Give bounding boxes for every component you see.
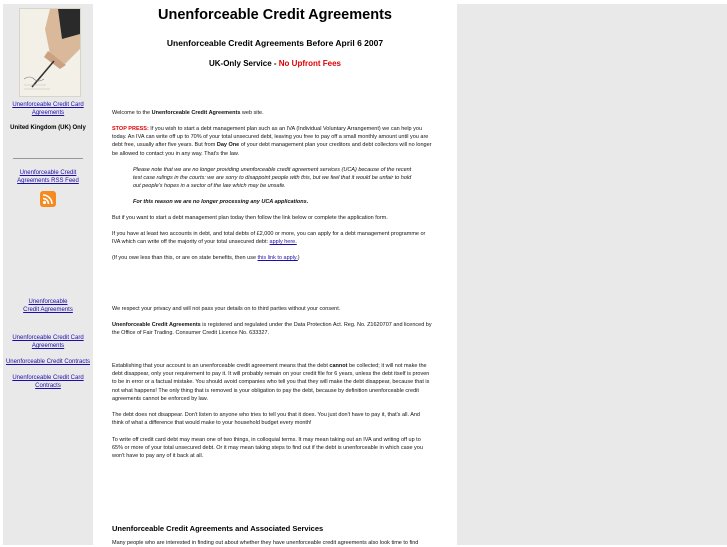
- apply-here-link[interactable]: apply here.: [269, 239, 297, 246]
- tagline-no-fees: No Upfront Fees: [278, 59, 342, 68]
- owe-less-close: ): [297, 255, 300, 261]
- left-sidebar: [3, 4, 93, 545]
- registration-paragraph: [112, 321, 432, 337]
- sidebar-rss-link[interactable]: Unenforceable Credit Agreements RSS Feed: [17, 170, 79, 184]
- rss-icon[interactable]: [40, 191, 56, 207]
- establishing-cannot: cannot: [329, 363, 348, 369]
- tagline-prefix: UK-Only Service -: [208, 59, 279, 68]
- owe-less-paragraph: [112, 254, 432, 262]
- privacy-paragraph: We respect your privacy and will not pass your details on to third parties without your consent.: [112, 306, 341, 312]
- last-paragraph: Many people who are interested in finding out about whether they have unenforceable credit agreements also look time to find: [112, 540, 419, 546]
- welcome-prefix: Welcome to the: [112, 110, 152, 116]
- accounts-paragraph: [112, 230, 432, 246]
- main-content: [93, 4, 457, 545]
- stop-press-day-one: Day One: [216, 142, 240, 149]
- stop-press-label: STOP PRESS:: [112, 126, 149, 132]
- page-title: Unenforceable Credit Agreements: [158, 7, 392, 23]
- registration-text: is registered and regulated under the Data Protection Act. Reg. No. Z1620707 and licenced by the Office of Fair Trading. Consumer Credit Licence No. 633327.: [112, 322, 432, 337]
- welcome-paragraph: [112, 109, 432, 117]
- sidebar-link-credit-card-agreements[interactable]: Unenforceable Credit Card Agreements: [12, 102, 84, 116]
- sidebar-link-credit-contracts[interactable]: Unenforceable Credit Contracts: [5, 359, 91, 365]
- establishing-text-b: be collected; it will not make the debt disappear, only your requirement to pay it. It will probably remain on your credit file for 6 years, unless the debt itself is proven to be in error or a factual mistake. You should avoid companies who tell you that they will make the debt disappear, because that is not what happens! The only thing that is removed is your obligation to pay the debt, because by definition unenforceable credit agreements cannot be enforced by law.: [112, 363, 430, 402]
- page-subtitle: Unenforceable Credit Agreements Before April 6 2007: [166, 38, 384, 48]
- hand-writing-image: [19, 8, 81, 97]
- sidebar-link-credit-card-contracts[interactable]: Unenforceable Credit Card Contracts: [12, 375, 84, 389]
- not-disappear-paragraph: The debt does not disappear. Don't listen to anyone who tries to tell you that it does. You just don't have to pay it, that's all. And think of what a difference that would make to your household budget every month!: [112, 412, 420, 427]
- service-tagline: [93, 59, 457, 68]
- stop-press-paragraph: [112, 125, 432, 158]
- stop-press-text-a: If you wish to start a debt management plan such as an IVA (Individual Voluntary Arrangement) we can help you today. An IVA can write off up to 70% of your total unsecured debt, leaving you free to pay off a small monthly amount until you are debt free, usually after five years. But from: [112, 126, 429, 149]
- start-plan-paragraph: But if you want to start a debt management plan today then follow the link below or complete the application form.: [112, 215, 388, 221]
- stop-press-text-b: of your debt management plan your creditors and debt collectors will no longer be allowed to contact you in any way. That's the law.: [112, 142, 432, 157]
- right-panel: [457, 4, 727, 545]
- section-heading: Unenforceable Credit Agreements and Associated Services: [112, 524, 324, 533]
- establishing-paragraph: [112, 362, 432, 403]
- establishing-text-a: Establishing that your account is an unenforceable credit agreement means that the debt: [112, 363, 330, 369]
- accounts-text: If you have at least two accounts in debt, and total debts of £2,000 or more, you can apply for a debt management programme or IVA which can write off the majority of your total unsecured debt:: [112, 231, 426, 246]
- this-link-to-apply[interactable]: this link to apply.: [257, 255, 298, 261]
- welcome-suffix: web site.: [240, 110, 264, 116]
- write-off-paragraph: To write off credit card debt may mean one of two things, in colloquial terms. It may mean taking out an IVA and writing off up to 65% or more of your total unsecured debt. Or it may mean taking steps to find out if the debt is unenforceable in which case you won't have to pay any of it back at all.: [112, 437, 423, 460]
- sidebar-divider: [13, 158, 83, 159]
- welcome-site-name: Unenforceable Credit Agreements: [151, 110, 241, 116]
- sidebar-link-credit-agreements[interactable]: Unenforceable Credit Agreements: [23, 299, 73, 313]
- notice-bold: For this reason we are no longer processing any UCA applications.: [133, 199, 309, 205]
- owe-less-text: (If you owe less than this, or are on state benefits, then use: [112, 255, 258, 261]
- sidebar-link-credit-card-agreements-2[interactable]: Unenforceable Credit Card Agreements: [12, 335, 84, 349]
- registration-site-name: Unenforceable Credit Agreements: [112, 322, 201, 328]
- notice-paragraph: Please note that we are no longer providing unenforceable credit agreement services (UCA) because of the recent test case rulings in the courts: we are sorry to disappoint people with this, but we feel that it would be unfair to hold out people's hopes in a sector of the law which may be unsafe.: [133, 167, 412, 190]
- region-label: United Kingdom (UK) Only: [10, 125, 86, 131]
